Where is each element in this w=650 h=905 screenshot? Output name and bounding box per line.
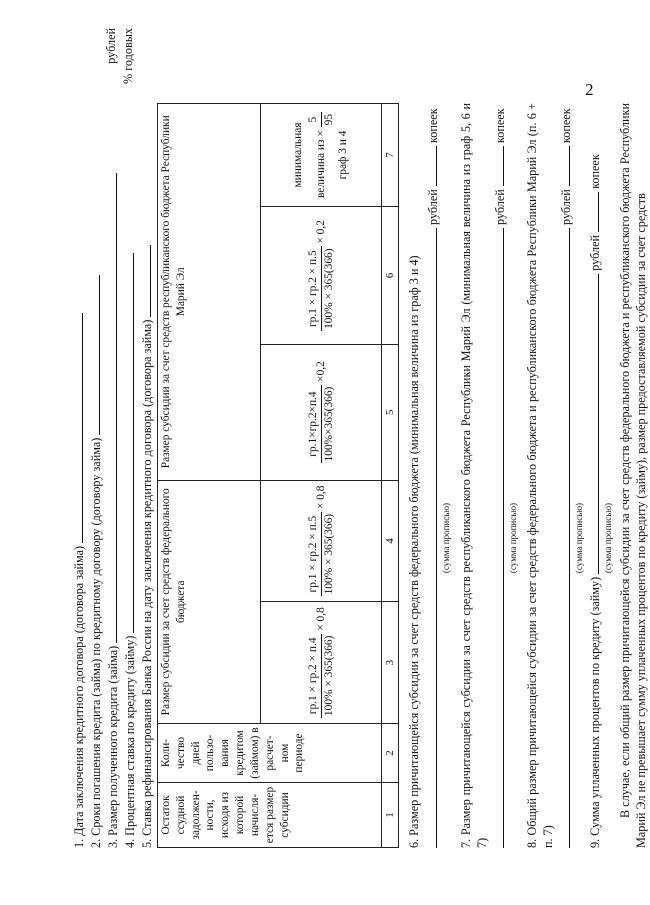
item-9: 9. Сумма уплаченных процентов по кредиту (займу) рублей копеек bbox=[587, 154, 602, 848]
page-number: 2 bbox=[585, 80, 594, 99]
note-paragraph: В случае, если общий размер причитающейся субсидии за счет средств федерального бюджета и республиканского бюджета Республики Марий Эл не превышает сумму уплаченных процентов по кредиту (займу), размер предоставляемой субсидии за счет средств bbox=[618, 103, 649, 848]
formula-col-3: гр.1 × гр.2 × п.4 100% × 365(366) × 0,8 bbox=[261, 602, 382, 724]
refinancing-rate-field[interactable] bbox=[138, 245, 151, 317]
words-caption-3: (сумма прописью) bbox=[574, 502, 585, 574]
interest-rate-field[interactable] bbox=[121, 253, 134, 633]
item-6-amount: рублей копеек bbox=[424, 28, 441, 848]
item-8-amount: рублей копеек bbox=[557, 28, 574, 848]
item-4: 4. Процентная ставка по кредиту (займу) % годовых bbox=[121, 28, 137, 848]
item-7-amount: рублей копеек bbox=[491, 28, 508, 848]
date-field[interactable] bbox=[70, 313, 83, 543]
column-numbers: 1 2 3 4 5 6 7 bbox=[382, 104, 399, 848]
words-caption-4: (сумма прописью) bbox=[602, 502, 613, 574]
col-1-header: Остаток ссудной задолжен-ности, исходя из которой начисля-ется размер субсидии bbox=[158, 783, 382, 848]
loan-amount-field[interactable] bbox=[104, 173, 117, 643]
formula-col-7: минимальная величина из × 5 95 граф 3 и 4 bbox=[261, 104, 382, 207]
item-2: 2. Сроки погашения кредита (займа) по кредитному договору (договору займа) bbox=[87, 28, 104, 848]
item-6: 6. Размер причитающейся субсидии за счет средств федерального бюджета (минимальная величина из граф 3 и 4) bbox=[407, 255, 422, 848]
col-2-header: Коли-чество дней пользо-вания кредитом (займом) в расчет-ном периоде bbox=[158, 724, 382, 783]
interest-paid-field[interactable] bbox=[586, 274, 599, 574]
formula-col-5: гр.1×гр.2×п.4 100%×365(366) ×0,2 bbox=[261, 345, 382, 481]
total-subsidy-field[interactable] bbox=[557, 228, 570, 848]
federal-subsidy-field[interactable] bbox=[424, 228, 437, 848]
item-1: 1. Дата заключения кредитного договора (договора займа) bbox=[70, 28, 87, 848]
federal-header: Размер субсидии за счет средств федерального бюджета bbox=[158, 480, 261, 723]
item-8: 8. Общий размер причитающейся субсидии за счет средств федерального бюджета и республиканского бюджета Республики Марий Эл (п. 6 + п. 7) bbox=[525, 103, 556, 848]
federal-subsidy-kop-field[interactable] bbox=[424, 146, 437, 186]
item-5: 5. Ставка рефинансирования Банка России на дату заключения кредитного договора (договора займа) bbox=[138, 28, 155, 848]
rotated-form bbox=[70, 28, 649, 848]
repayment-terms-field[interactable] bbox=[87, 275, 100, 435]
republic-subsidy-field[interactable] bbox=[491, 228, 504, 848]
formula-col-4: гр.1 × гр.2 × п.5 100% × 365(366) × 0,8 bbox=[261, 480, 382, 602]
item-3: 3. Размер полученного кредита (займа) рублей bbox=[104, 28, 120, 848]
words-caption-2: (сумма прописью) bbox=[507, 502, 518, 574]
republic-subsidy-kop-field[interactable] bbox=[491, 146, 504, 186]
item-7: 7. Размер причитающейся субсидии за счет средств республиканского бюджета Республики Марий Эл (минимальная величина из граф 5, 6 и 7) bbox=[458, 103, 489, 848]
republic-header: Размер субсидии за счет средств республиканского бюджета Республики Марий Эл bbox=[158, 104, 261, 481]
total-subsidy-kop-field[interactable] bbox=[557, 146, 570, 186]
subsidy-table bbox=[157, 103, 399, 848]
words-caption-1: (сумма прописью) bbox=[441, 502, 452, 574]
formula-col-6: гр.1 × гр.2 × п.5 100% × 365(366) × 0,2 bbox=[261, 207, 382, 345]
interest-paid-kop-field[interactable] bbox=[586, 192, 599, 232]
